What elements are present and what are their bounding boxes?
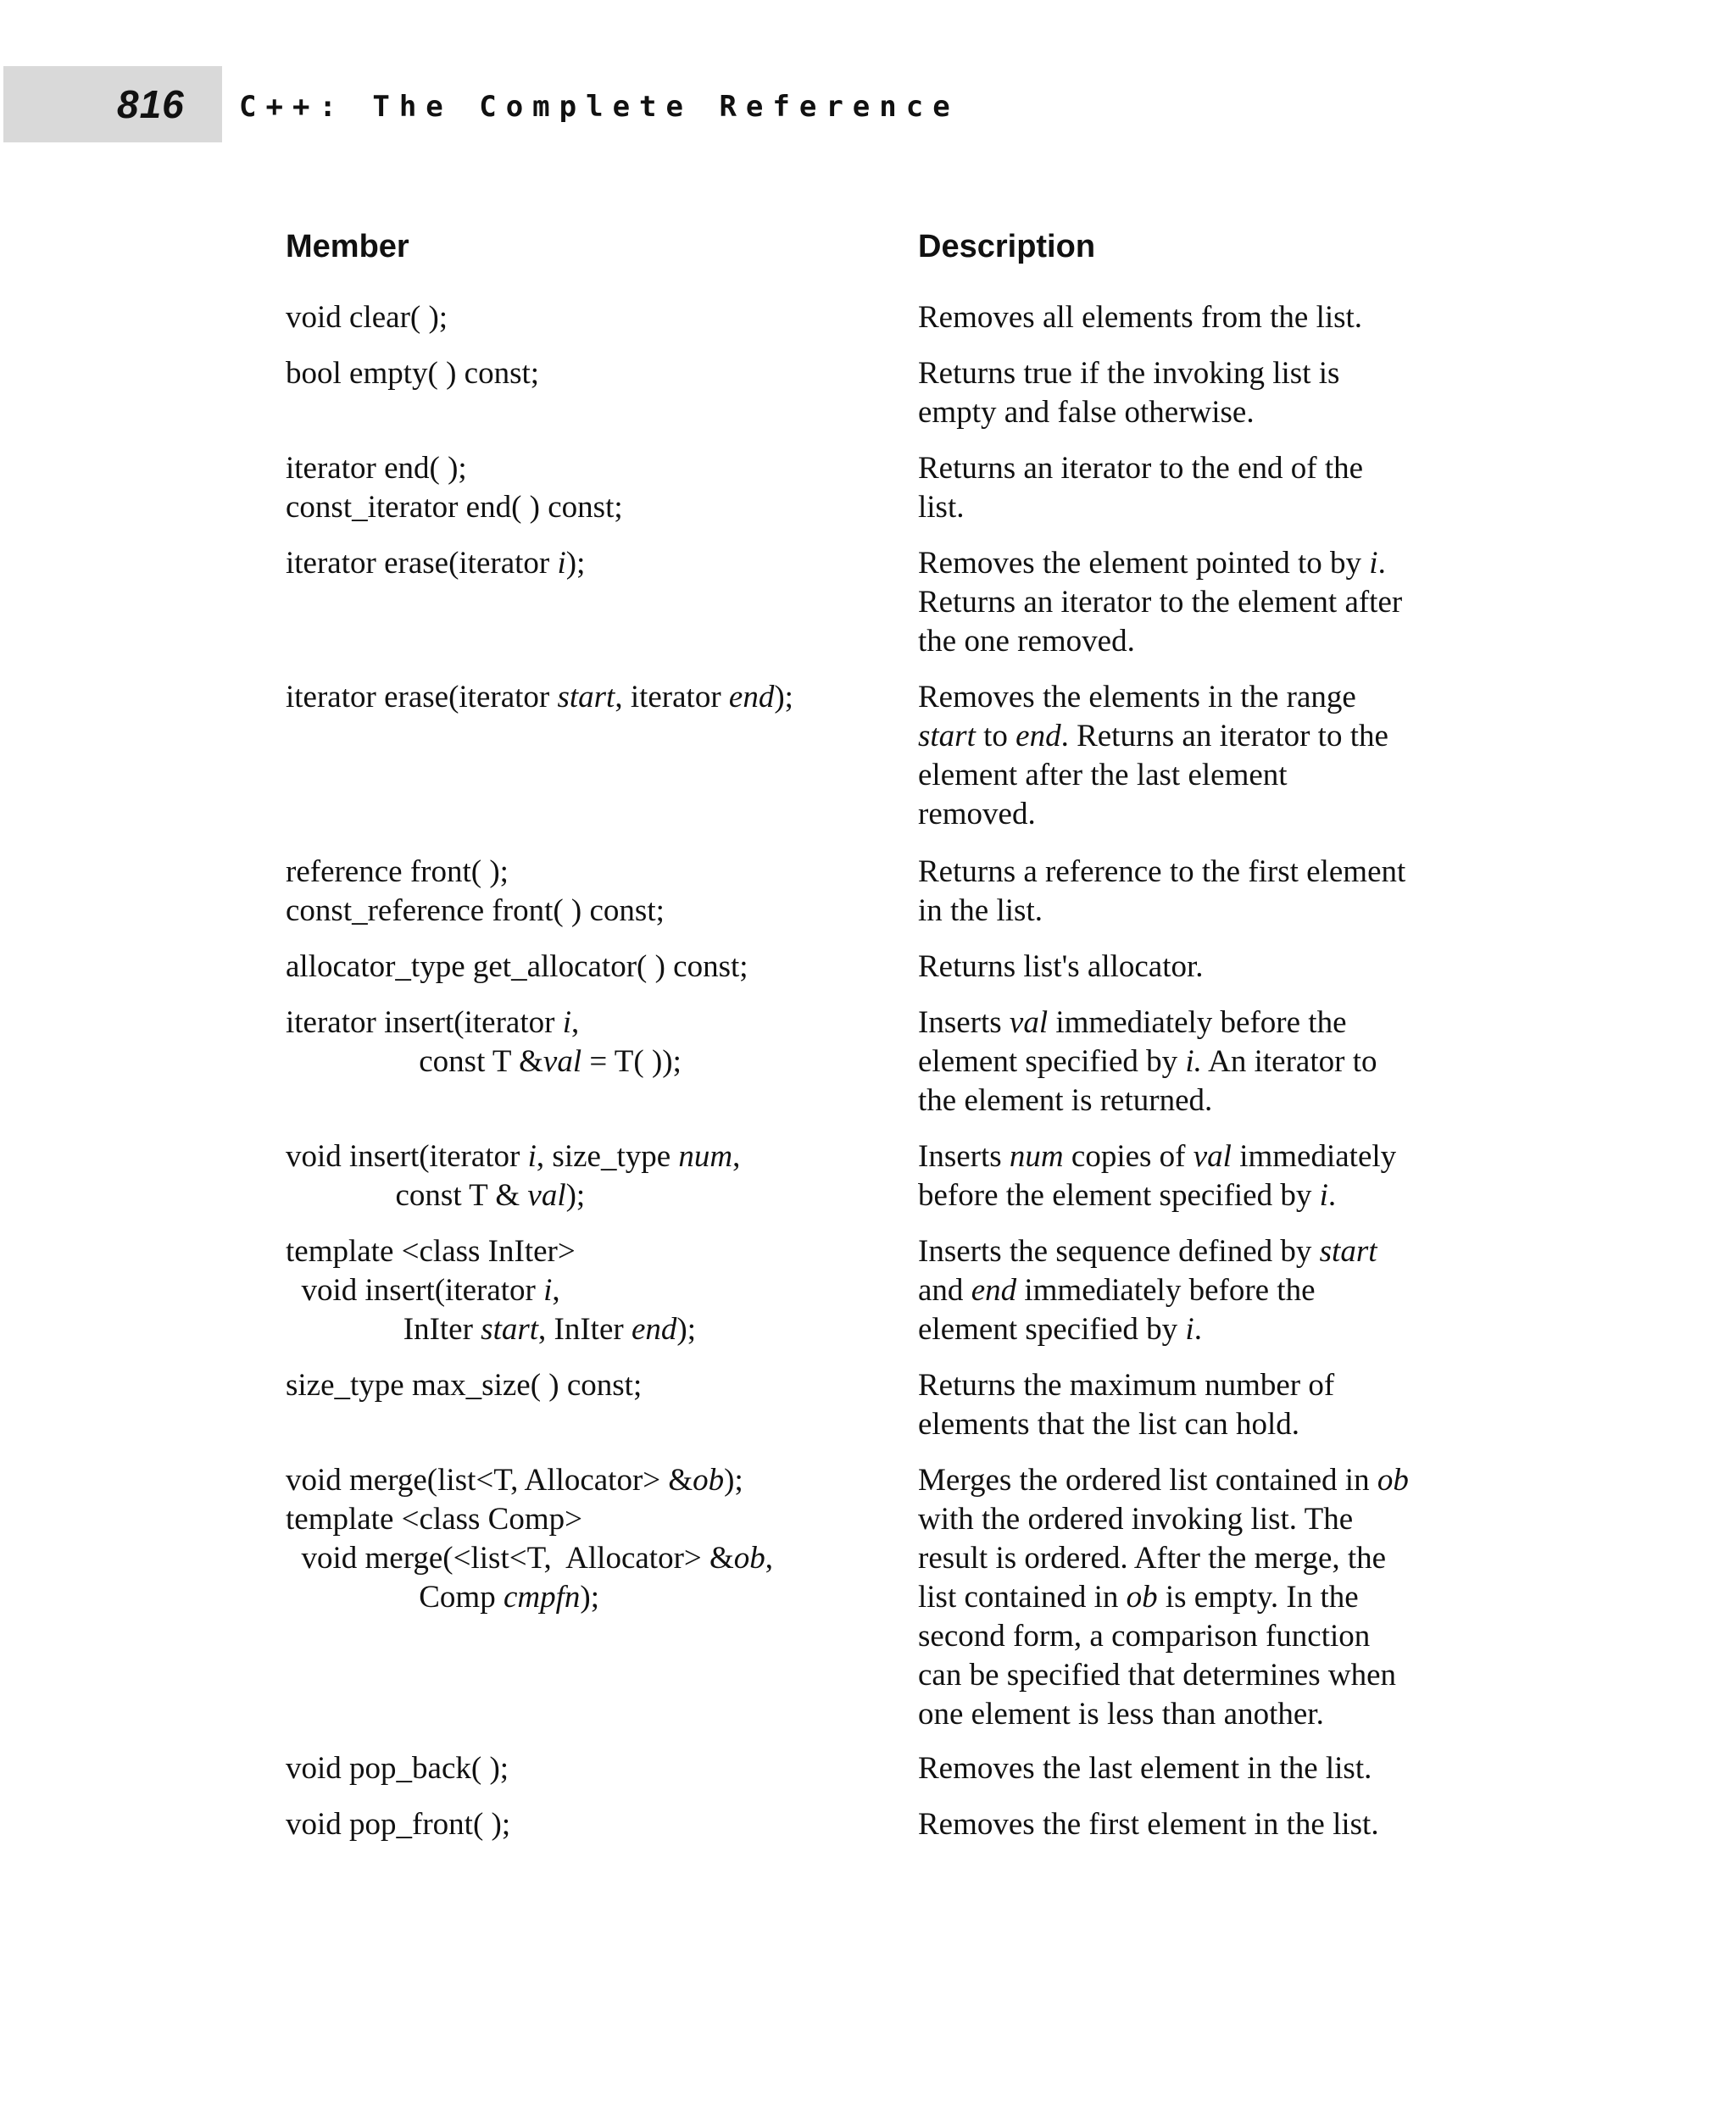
text: ,: [732, 1139, 741, 1174]
member-description: [918, 1461, 1494, 1734]
text: Merges the ordered list contained in: [918, 1463, 1377, 1498]
member-signature-line: [286, 1461, 896, 1500]
member-description: [918, 1232, 1494, 1349]
member-signature-line: [286, 892, 896, 931]
member-signature-line: [286, 1500, 896, 1539]
text: list.: [918, 490, 965, 525]
member-description: [918, 1805, 1494, 1844]
member-description: [918, 1749, 1494, 1788]
member-signature: [286, 1749, 896, 1788]
member-signature-line: [286, 1271, 896, 1310]
member-description: [918, 948, 1494, 987]
text: , iterator: [615, 680, 729, 714]
text: Removes the element pointed to by: [918, 546, 1370, 581]
member-signature: [286, 298, 896, 337]
member-description-line: [918, 449, 1494, 488]
text: Returns a reference to the first element: [918, 854, 1406, 889]
member-signature-line: [286, 1578, 896, 1617]
italic-text: i: [1319, 1178, 1328, 1213]
italic-text: num: [678, 1139, 733, 1174]
italic-text: start: [1319, 1234, 1377, 1269]
text: second form, a comparison function: [918, 1619, 1371, 1654]
text: .: [1194, 1312, 1202, 1347]
italic-text: end: [971, 1273, 1017, 1308]
member-description-line: [918, 892, 1494, 931]
text: , size_type: [536, 1139, 679, 1174]
member-description-line: [918, 583, 1494, 622]
member-description-line: [918, 1695, 1494, 1734]
member-description-line: [918, 1578, 1494, 1617]
member-description-line: [918, 1461, 1494, 1500]
member-description: [918, 1137, 1494, 1215]
member-description-line: [918, 544, 1494, 583]
page-number: 816: [117, 82, 185, 126]
text: Returns the maximum number of: [918, 1368, 1335, 1403]
member-signature: [286, 1003, 896, 1081]
text: Returns list's allocator.: [918, 949, 1204, 984]
member-description-line: [918, 1539, 1494, 1578]
text: elements that the list can hold.: [918, 1407, 1300, 1442]
text: reference front( );: [286, 854, 509, 889]
member-description-line: [918, 756, 1494, 795]
text: list contained in: [918, 1580, 1127, 1615]
text: .: [1327, 1178, 1337, 1213]
text: const T &: [286, 1044, 543, 1079]
member-signature-line: [286, 1137, 896, 1176]
member-description-line: [918, 717, 1494, 756]
italic-text: i: [1369, 546, 1378, 581]
member-description-line: [918, 393, 1494, 432]
italic-text: ob: [733, 1541, 765, 1576]
italic-text: val: [542, 1044, 582, 1079]
italic-text: ob: [693, 1463, 725, 1498]
member-description-line: [918, 948, 1494, 987]
member-signature: [286, 853, 896, 931]
text: void clear( );: [286, 300, 448, 335]
member-description-line: [918, 1232, 1494, 1271]
member-signature: [286, 1366, 896, 1405]
member-description: [918, 1003, 1494, 1120]
text: );: [724, 1463, 743, 1498]
column-header-description: Description: [918, 229, 1096, 264]
member-signature-line: [286, 354, 896, 393]
text: InIter: [286, 1312, 481, 1347]
column-header-member: Member: [286, 229, 409, 264]
italic-text: end: [728, 680, 775, 714]
text: the element is returned.: [918, 1083, 1213, 1118]
text: );: [580, 1580, 600, 1615]
text: in the list.: [918, 893, 1043, 928]
member-description-line: [918, 1081, 1494, 1120]
text: removed.: [918, 797, 1036, 831]
member-description: [918, 354, 1494, 432]
text: result is ordered. After the merge, the: [918, 1541, 1387, 1576]
member-signature-line: [286, 948, 896, 987]
text: element specified by: [918, 1312, 1186, 1347]
member-description-line: [918, 1805, 1494, 1844]
text: can be specified that determines when: [918, 1658, 1397, 1693]
text: empty and false otherwise.: [918, 395, 1255, 430]
italic-text: val: [1193, 1139, 1232, 1174]
member-description: [918, 678, 1494, 834]
italic-text: i: [562, 1005, 571, 1040]
text: Removes the elements in the range: [918, 680, 1356, 714]
member-signature: [286, 354, 896, 393]
text: allocator_type get_allocator( ) const;: [286, 949, 748, 984]
member-signature: [286, 449, 896, 527]
member-description-line: [918, 853, 1494, 892]
member-description-line: [918, 298, 1494, 337]
member-description-line: [918, 1176, 1494, 1215]
member-signature-line: [286, 1176, 896, 1215]
text: the one removed.: [918, 624, 1135, 659]
italic-text: i: [1185, 1312, 1194, 1347]
text: bool empty( ) const;: [286, 356, 540, 391]
member-description-line: [918, 1656, 1494, 1695]
text: );: [565, 1178, 586, 1213]
member-description-line: [918, 1003, 1494, 1042]
member-signature: [286, 1461, 896, 1617]
member-description: [918, 298, 1494, 337]
member-description-line: [918, 795, 1494, 834]
text: ,: [570, 1005, 580, 1040]
text: const T &: [286, 1178, 528, 1213]
text: and: [918, 1273, 971, 1308]
text: iterator erase(iterator: [286, 680, 558, 714]
text: .: [1377, 546, 1386, 581]
member-description-line: [918, 678, 1494, 717]
italic-text: ob: [1377, 1463, 1409, 1498]
italic-text: start: [918, 719, 976, 753]
italic-text: val: [1009, 1005, 1049, 1040]
member-description: [918, 1366, 1494, 1444]
text: void pop_back( );: [286, 1751, 509, 1786]
text: );: [676, 1312, 696, 1347]
member-description-line: [918, 488, 1494, 527]
italic-text: start: [557, 680, 615, 714]
italic-text: num: [1009, 1139, 1064, 1174]
text: size_type max_size( ) const;: [286, 1368, 643, 1403]
member-description-line: [918, 1271, 1494, 1310]
text: iterator erase(iterator: [286, 546, 558, 581]
italic-text: start: [481, 1312, 539, 1347]
member-description: [918, 544, 1494, 661]
text: is empty. In the: [1157, 1580, 1359, 1615]
member-description-line: [918, 1500, 1494, 1539]
member-description-line: [918, 1042, 1494, 1081]
member-signature-line: [286, 1003, 896, 1042]
member-signature-line: [286, 1310, 896, 1349]
member-signature-line: [286, 1042, 896, 1081]
member-signature-line: [286, 853, 896, 892]
member-description: [918, 853, 1494, 931]
member-description-line: [918, 1617, 1494, 1656]
text: element specified by: [918, 1044, 1186, 1079]
italic-text: i.: [1185, 1044, 1202, 1079]
text: element after the last element: [918, 758, 1288, 792]
text: one element is less than another.: [918, 1697, 1324, 1732]
member-signature-line: [286, 298, 896, 337]
member-description-line: [918, 1137, 1494, 1176]
text: const_iterator end( ) const;: [286, 490, 623, 525]
text: );: [774, 680, 793, 714]
running-head: C++: The Complete Reference: [239, 90, 960, 124]
member-description-line: [918, 622, 1494, 661]
member-signature-line: [286, 488, 896, 527]
member-description-line: [918, 1366, 1494, 1405]
member-description-line: [918, 354, 1494, 393]
italic-text: i: [557, 546, 566, 581]
text: immediately before the: [1048, 1005, 1347, 1040]
italic-text: i: [527, 1139, 537, 1174]
text: Removes all elements from the list.: [918, 300, 1363, 335]
text: immediately before the: [1016, 1273, 1316, 1308]
text: copies of: [1063, 1139, 1194, 1174]
member-description-line: [918, 1405, 1494, 1444]
member-signature: [286, 1232, 896, 1349]
text: Inserts: [918, 1005, 1010, 1040]
text: An iterator to: [1201, 1044, 1377, 1079]
page-number-box: [3, 66, 222, 142]
italic-text: i: [543, 1273, 553, 1308]
text: template <class Comp>: [286, 1502, 583, 1537]
text: Removes the last element in the list.: [918, 1751, 1372, 1786]
member-signature: [286, 1137, 896, 1215]
text: ,: [765, 1541, 774, 1576]
text: with the ordered invoking list. The: [918, 1502, 1354, 1537]
text: = T( ));: [581, 1044, 682, 1079]
member-description-line: [918, 1749, 1494, 1788]
text: . Returns an iterator to the: [1060, 719, 1388, 753]
text: Returns true if the invoking list is: [918, 356, 1340, 391]
member-signature-line: [286, 1539, 896, 1578]
member-signature-line: [286, 544, 896, 583]
member-signature: [286, 678, 896, 717]
text: Returns an iterator to the end of the: [918, 451, 1364, 486]
member-signature-line: [286, 1366, 896, 1405]
member-signature-line: [286, 449, 896, 488]
text: Inserts the sequence defined by: [918, 1234, 1320, 1269]
text: , InIter: [538, 1312, 632, 1347]
text: void merge(<list<T, Allocator> &: [286, 1541, 734, 1576]
member-signature-line: [286, 1805, 896, 1844]
italic-text: end: [1015, 719, 1061, 753]
member-signature: [286, 948, 896, 987]
member-description-line: [918, 1310, 1494, 1349]
text: before the element specified by: [918, 1178, 1320, 1213]
text: const_reference front( ) const;: [286, 893, 665, 928]
member-description: [918, 449, 1494, 527]
italic-text: end: [631, 1312, 677, 1347]
member-signature-line: [286, 1749, 896, 1788]
italic-text: val: [527, 1178, 566, 1213]
italic-text: ob: [1126, 1580, 1158, 1615]
member-signature: [286, 544, 896, 583]
text: void insert(iterator: [286, 1273, 544, 1308]
text: template <class InIter>: [286, 1234, 576, 1269]
member-signature-line: [286, 1232, 896, 1271]
text: void merge(list<T, Allocator> &: [286, 1463, 693, 1498]
text: void insert(iterator: [286, 1139, 528, 1174]
text: ,: [552, 1273, 560, 1308]
italic-text: cmpfn: [503, 1580, 581, 1615]
text: Returns an iterator to the element after: [918, 585, 1403, 620]
text: iterator insert(iterator: [286, 1005, 563, 1040]
text: to: [975, 719, 1016, 753]
text: Comp: [286, 1580, 504, 1615]
text: );: [565, 546, 586, 581]
text: void pop_front( );: [286, 1807, 511, 1842]
text: iterator end( );: [286, 451, 467, 486]
member-signature-line: [286, 678, 896, 717]
text: immediately: [1231, 1139, 1397, 1174]
text: Inserts: [918, 1139, 1010, 1174]
text: Removes the first element in the list.: [918, 1807, 1379, 1842]
member-signature: [286, 1805, 896, 1844]
